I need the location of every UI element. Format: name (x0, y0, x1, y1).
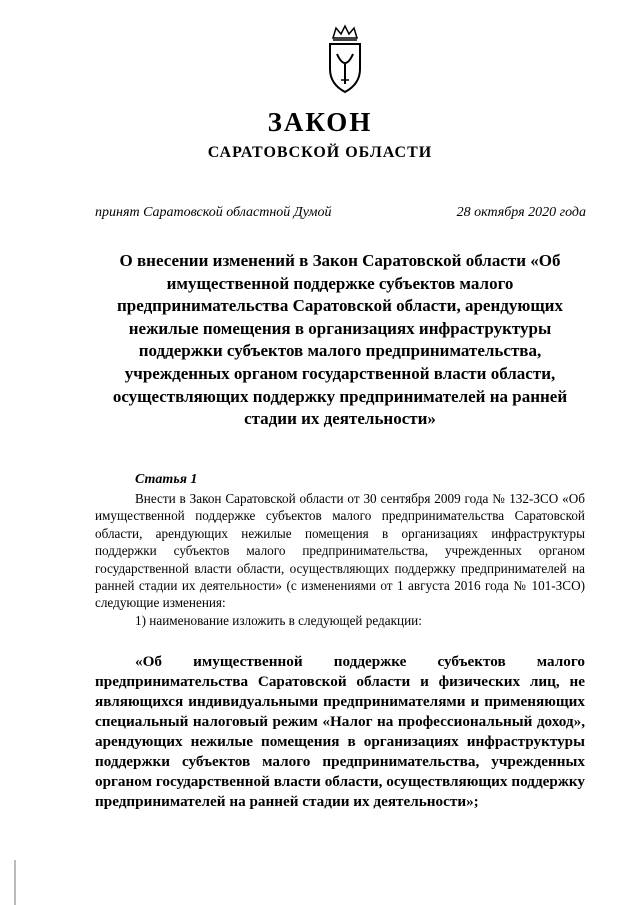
law-heading: О внесении изменений в Закон Саратовской области «Об имущественной поддержке субъектов малого предпринимательства Саратовской области, арендующих нежилые помещения в организациях инфраструктуры поддержки субъектов малого предпринимательства, учрежденных органом государственной власти области, осуществляющих поддержку предпринимателей на ранней стадии их деятельности» (112, 251, 568, 429)
article-item-1: 1) наименование изложить в следующей редакции: (135, 612, 422, 628)
scan-edge-mark (14, 860, 16, 905)
adoption-date: 28 октября 2020 года (456, 205, 586, 220)
law-title: ЗАКОН (267, 107, 373, 137)
law-subtitle: САРАТОВСКОЙ ОБЛАСТИ (207, 144, 433, 161)
article-title: Статья 1 (135, 472, 198, 487)
article-intro: Внести в Закон Саратовской области от 30 сентября 2009 года № 132-ЗСО «Об имущественной поддержке субъектов малого предпринимательства Саратовской области, арендующих нежилые помещения в организациях инфраструктуры поддержки субъектов малого предпринимательства, учрежденных органом государственной власти области, осуществляющих поддержку предпринимателей на ранней стадии их деятельности» (с изменениями от 1 августа 2016 года № 101-ЗСО) следующие изменения: (95, 491, 585, 611)
article-body (95, 490, 585, 629)
saratov-coat-of-arms-icon (325, 24, 365, 94)
adopted-by: принят Саратовской областной Думой (95, 205, 332, 220)
new-law-title: «Об имущественной поддержке субъектов малого предпринимательства Саратовской области и физических лиц, не являющихся индивидуальными предпринимателями и применяющих специальный налоговый режим «Налог на профессиональный доход», арендующих нежилые помещения в организациях инфраструктуры поддержки субъектов малого предпринимательства, учрежденных органом государственной власти области, осуществляющих поддержку предпринимателей на ранней стадии их деятельности»; (95, 653, 585, 810)
